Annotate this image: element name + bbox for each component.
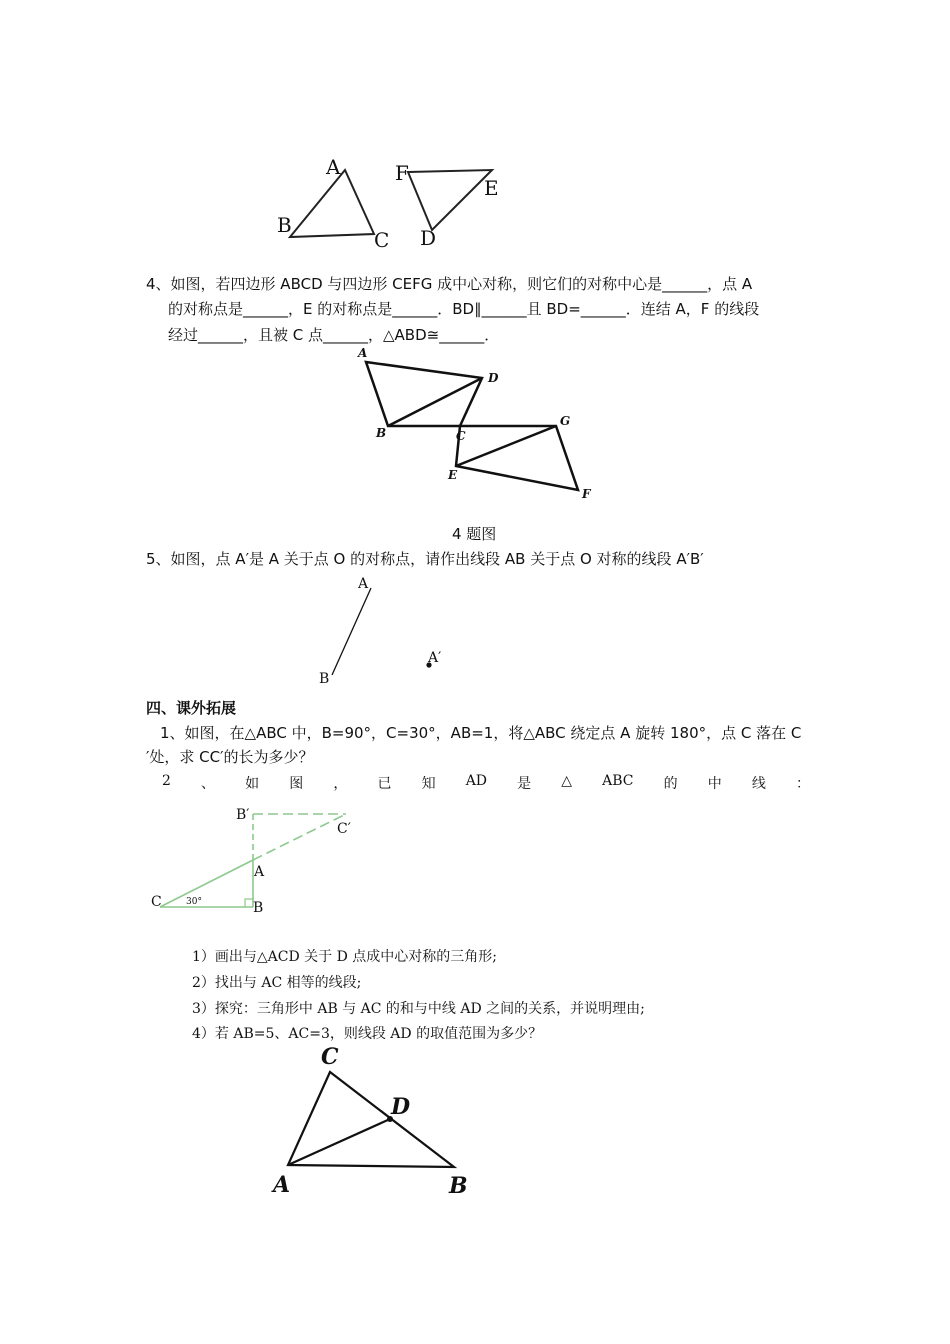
sub-question-1: 1）画出与△ACD 关于 D 点成中心对称的三角形;	[192, 949, 498, 965]
q5-text: 5、如图，点 A′是 A 关于点 O 的对称点，请作出线段 AB 关于点 O 对称的线段 A′B′	[146, 550, 704, 568]
rot-label-C: C	[151, 894, 162, 910]
q4-label-F: F	[582, 487, 591, 501]
rot-label-angle: 30°	[186, 897, 202, 907]
median-label-A: A	[273, 1172, 291, 1198]
p1-line2: ′处，求 CC′的长为多少？	[146, 748, 314, 766]
figure-two-triangles	[270, 150, 510, 260]
section4-title: 四、课外拓展	[146, 699, 237, 717]
label-E: E	[484, 176, 499, 200]
q4-label-E: E	[448, 468, 458, 482]
sub-question-4: 4）若 AB=5、AC=3，则线段 AD 的取值范围为多少？	[192, 1026, 543, 1042]
q4-label-D: D	[488, 371, 499, 385]
sub-question-2: 2）找出与 AC 相等的线段;	[192, 975, 362, 991]
q4-line3: 经过______，且被 C 点______，△ABD≅______．	[168, 326, 500, 344]
q4-label-C: C	[456, 429, 466, 443]
label-A: A	[326, 155, 341, 179]
q5-label-Aprime: A′	[428, 650, 442, 666]
median-label-C: C	[321, 1044, 339, 1070]
q4-label-G: G	[560, 414, 571, 428]
median-label-B: B	[449, 1173, 468, 1199]
label-C: C	[374, 228, 390, 252]
figure-median	[270, 1040, 500, 1200]
q4-line2: 的对称点是______，E 的对称点是______．BD∥______且 BD=______．连结 A，F 的线段	[168, 300, 760, 318]
figure-q4-quadrilaterals	[350, 340, 610, 510]
median-label-D: D	[391, 1094, 411, 1120]
q4-label-B: B	[376, 426, 387, 440]
rot-label-A: A	[254, 864, 265, 880]
rot-label-Cprime: C′	[337, 821, 351, 837]
p2-text: 2 、 如 图 ， 已 知 AD 是 △ ABC 的 中 线 ：	[162, 773, 810, 792]
q5-label-A: A	[358, 576, 369, 592]
label-D: D	[420, 226, 437, 250]
q4-caption: 4 题图	[452, 525, 497, 543]
figure-rotation	[150, 800, 390, 920]
label-B: B	[277, 213, 292, 237]
p1-line1: 1、如图，在△ABC 中，B=90°，C=30°，AB=1，将△ABC 绕定点 A 旋转 180°，点 C 落在 C	[160, 724, 802, 742]
figure-q5-segment	[310, 570, 470, 690]
q4-line1: 4、如图，若四边形 ABCD 与四边形 CEFG 成中心对称，则它们的对称中心是______，点 A	[146, 275, 753, 293]
rot-label-Bprime: B′	[236, 807, 250, 823]
rot-label-B: B	[253, 900, 264, 916]
label-F: F	[395, 161, 409, 185]
q5-label-B: B	[319, 671, 330, 687]
q4-label-A: A	[358, 346, 368, 360]
sub-question-3: 3）探究：三角形中 AB 与 AC 的和与中线 AD 之间的关系，并说明理由;	[192, 1001, 645, 1017]
